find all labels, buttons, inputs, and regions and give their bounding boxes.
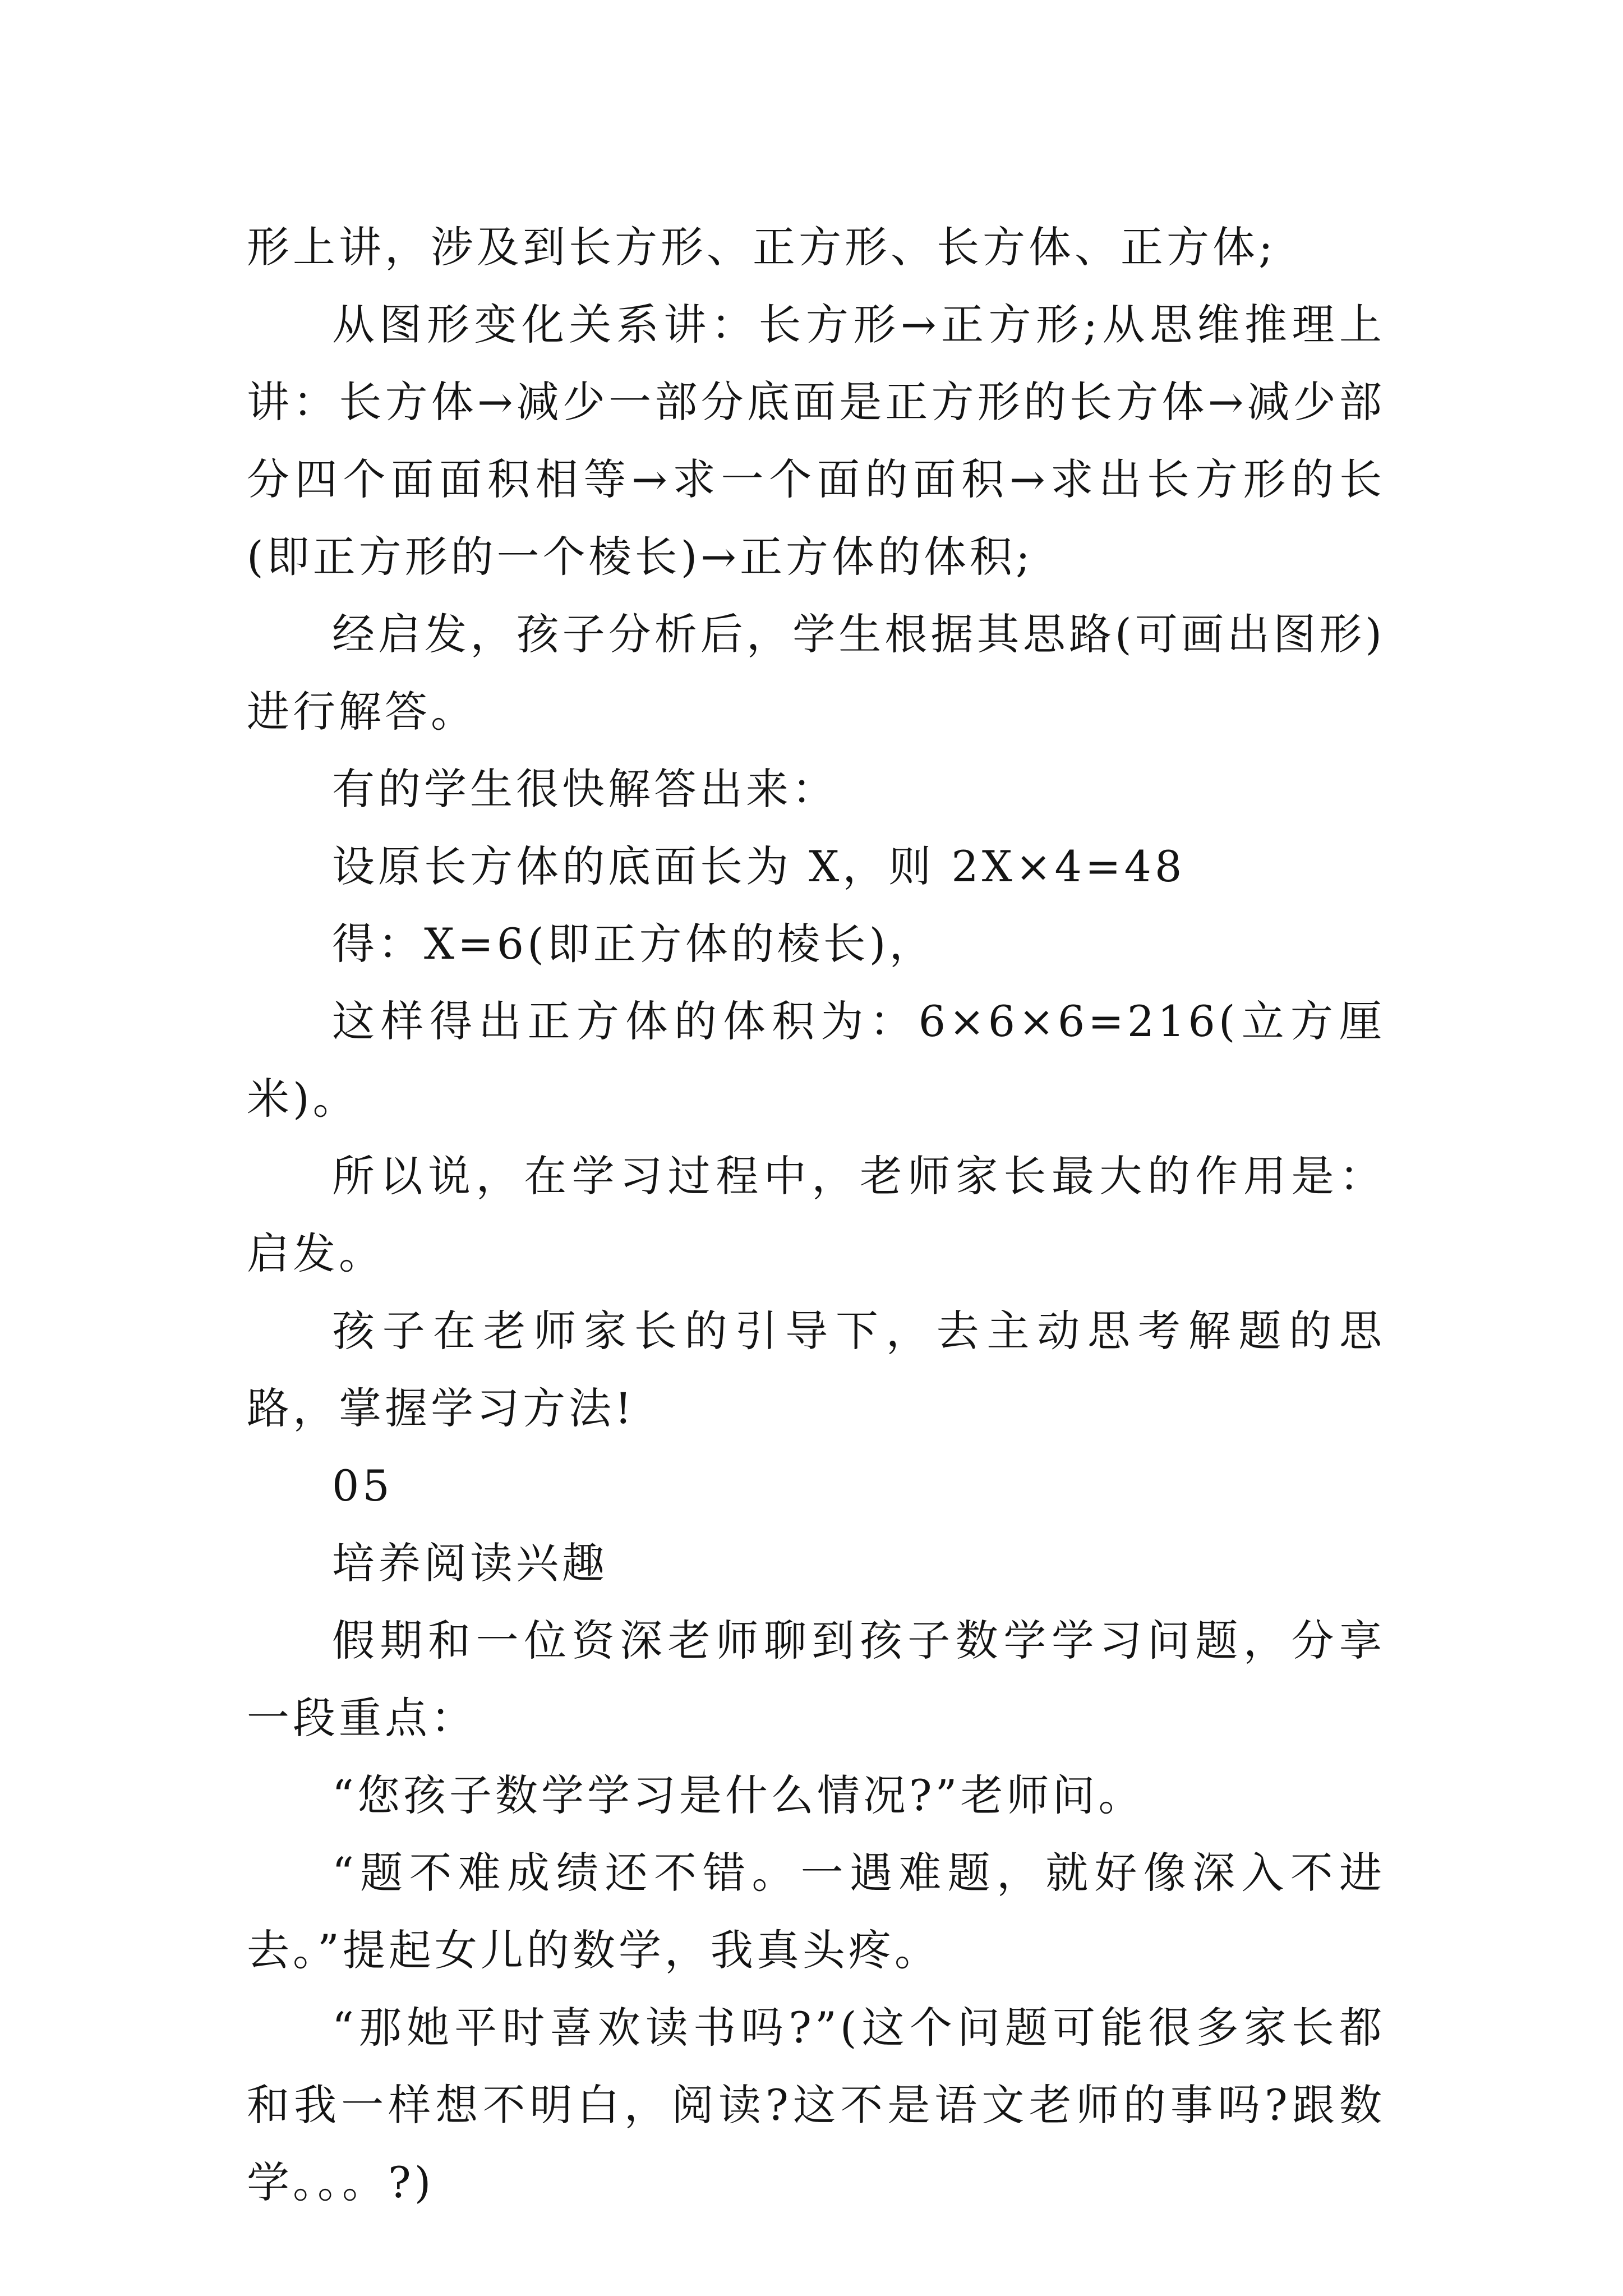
section-heading: 培养阅读兴趣 [332,1538,608,1588]
paragraph-2: 从图形变化关系讲：长方形→正方形;从思维推理上讲：长方体→减少一部分底面是正方形的长方体→减少部分四个面面积相等→求一个面的面积→求出长方形的长(即正方形的一个棱长)→正方体的体积; [247,300,1385,582]
paragraph-3: 经启发，孩子分析后，学生根据其思路(可画出图形)进行解答。 [247,609,1385,737]
paragraph-13: “您孩子数学学习是什么情况?”老师问。 [332,1770,1145,1820]
paragraph-9: 孩子在老师家长的引导下，去主动思考解题的思路，掌握学习方法! [247,1306,1385,1433]
paragraph-12: 假期和一位资深老师聊到孩子数学学习问题，分享一段重点： [247,1616,1385,1743]
paragraph-7: 这样得出正方体的体积为：6×6×6=216(立方厘米)。 [247,996,1385,1124]
section-number: 05 [332,1461,393,1511]
paragraph-4: 有的学生很快解答出来： [332,764,838,814]
paragraph-8: 所以说，在学习过程中，老师家长最大的作用是：启发。 [247,1151,1385,1278]
paragraph-15: “那她平时喜欢读书吗?”(这个问题可能很多家长都和我一样想不明白，阅读?这不是语文老师的事吗?跟数学。。。?) [247,2003,1385,2207]
document-body [247,209,1385,2221]
paragraph-1: 形上讲，涉及到长方形、正方形、长方体、正方体; [247,222,1276,272]
paragraph-14: “题不难成绩还不错。一遇难题，就好像深入不进去。”提起女儿的数学，我真头疼。 [247,1848,1385,1975]
paragraph-6: 得：X=6(即正方体的棱长)， [332,919,935,969]
paragraph-5: 设原长方体的底面长为 X，则 2X×4=48 [332,841,1186,891]
